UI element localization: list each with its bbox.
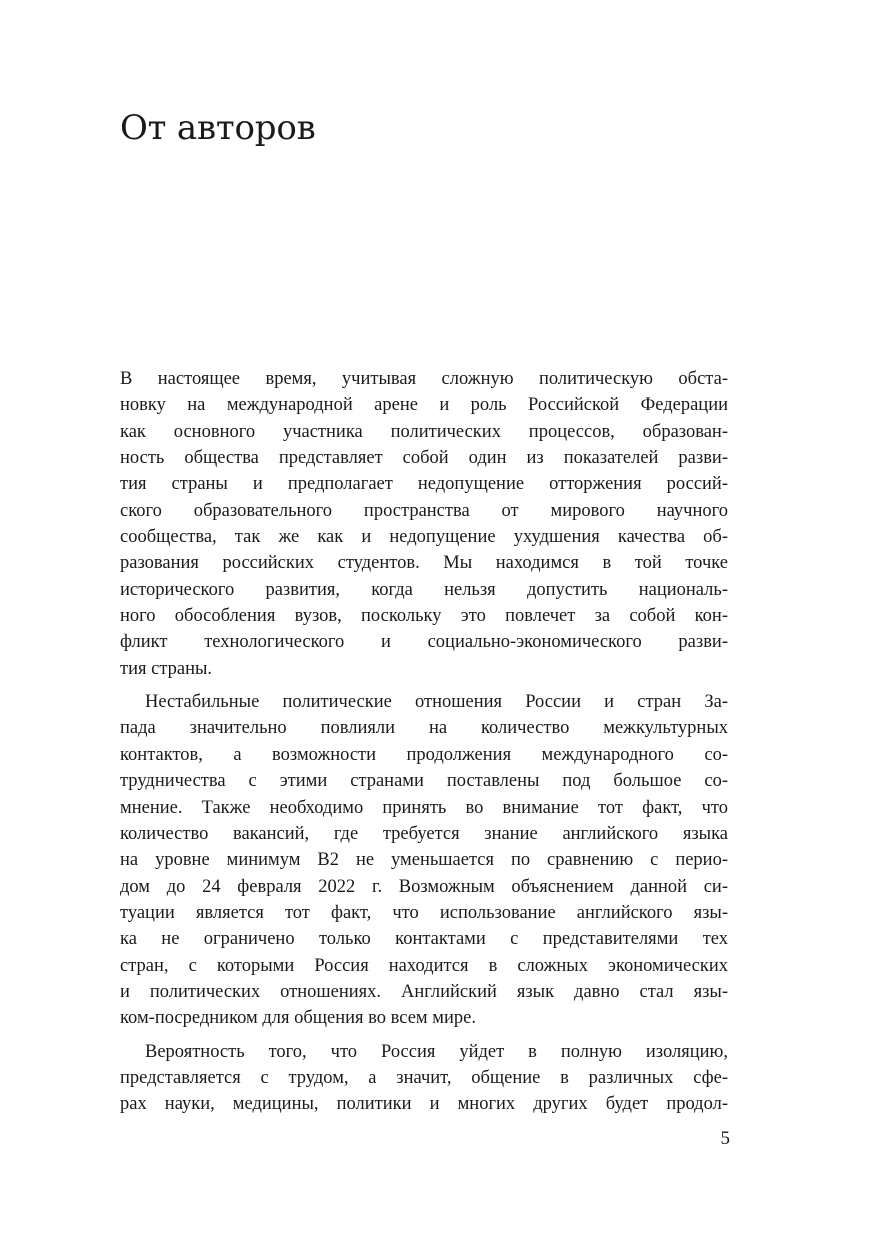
text-line: ком-посредником для общения во всем мире. <box>120 1008 476 1029</box>
text-line: ность общества представляет собой один из показателей разви- <box>120 448 728 469</box>
text-line: разования российских студентов. Мы находимся в той точке <box>120 553 728 574</box>
text-line: контактов, а возможности продолжения международного со- <box>120 744 728 765</box>
text-line: дом до 24 февраля 2022 г. Возможным объяснением данной си- <box>120 876 728 897</box>
text-line: тия страны. <box>120 658 213 679</box>
text-line: представляется с трудом, а значит, общение в различных сфе- <box>120 1067 728 1088</box>
text-line: на уровне минимум B2 не уменьшается по сравнению с перио- <box>120 850 728 871</box>
text-line: стран, с которыми Россия находится в сложных экономических <box>120 955 728 976</box>
text-line: В настоящее время, учитывая сложную политическую обста- <box>120 369 728 389</box>
text-line: тия страны и предполагает недопущение отторжения россий- <box>120 474 728 495</box>
text-line: Нестабильные политические отношения России и стран За- <box>145 692 728 713</box>
page-title: От авторов <box>120 108 316 148</box>
paragraph-gap <box>120 682 728 689</box>
text-line: мнение. Также необходимо принять во внимание тот факт, что <box>120 797 728 818</box>
body-text <box>120 366 728 1118</box>
page-number: 5 <box>720 1128 730 1149</box>
text-line: Вероятность того, что Россия уйдет в полную изоляцию, <box>145 1041 728 1062</box>
text-line: рах науки, медицины, политики и многих других будет продол- <box>120 1094 728 1115</box>
text-line: как основного участника политических процессов, образован- <box>120 421 728 442</box>
text-line: трудничества с этими странами поставлены под большое со- <box>120 771 728 792</box>
text-line: исторического развития, когда нельзя допустить националь- <box>120 579 728 600</box>
text-line: туации является тот факт, что использование английского язы- <box>120 902 728 923</box>
paragraph-2 <box>120 689 728 1031</box>
text-line: новку на международной арене и роль Российской Федерации <box>120 395 728 416</box>
paragraph-1 <box>120 366 728 682</box>
text-line: количество вакансий, где требуется знание английского языка <box>120 823 728 844</box>
text-line: ного обособления вузов, поскольку это повлечет за собой кон- <box>120 606 728 627</box>
text-line: ского образовательного пространства от мирового научного <box>120 500 728 521</box>
text-line: пада значительно повлияли на количество межкультурных <box>120 718 728 739</box>
text-line: сообщества, так же как и недопущение ухудшения качества об- <box>120 527 728 548</box>
paragraph-3 <box>120 1039 728 1118</box>
text-line: фликт технологического и социально-экономического разви- <box>120 632 728 653</box>
paragraph-gap <box>120 1032 728 1039</box>
text-line: ка не ограничено только контактами с представителями тех <box>120 929 728 950</box>
text-line: и политических отношениях. Английский язык давно стал язы- <box>120 981 728 1002</box>
